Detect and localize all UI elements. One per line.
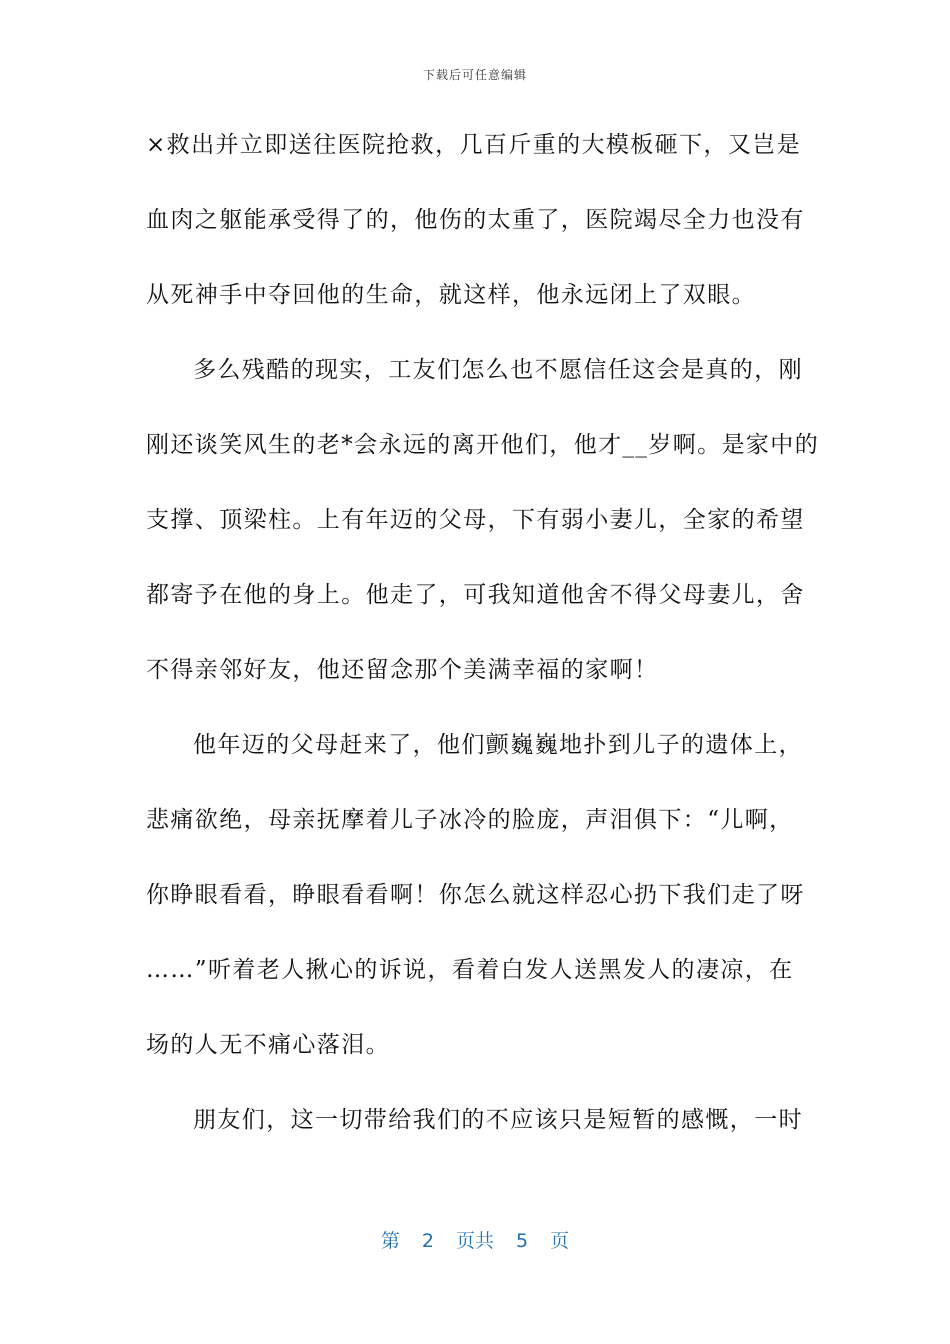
page-footer [0,1226,950,1253]
footer-middle: 页共 [455,1230,494,1252]
paragraph-start-line: 朋友们，这一切带给我们的不应该只是短暂的感慨，一时 [193,1107,803,1133]
text-line: ……”听着老人揪心的诉说，看着白发人送黑发人的凄凉，在 [146,957,794,983]
text-line: 悲痛欲绝，母亲抚摩着儿子冰冷的脸庞，声泪俱下：“儿啊， [146,807,794,833]
text-line: 你睁眼看看，睁眼看看啊！你怎么就这样忍心扔下我们走了呀 [146,882,805,908]
paragraph-start-line: 多么残酷的现实，工友们怎么也不愿信任这会是真的，刚 [193,357,803,383]
text-line: 刚还谈笑风生的老*会永远的离开他们，他才__岁啊。是家中的 [146,432,820,458]
text-line: 场的人无不痛心落泪。 [146,1032,390,1058]
text-line: 支撑、顶梁柱。上有年迈的父母，下有弱小妻儿，全家的希望 [146,507,805,533]
text-line: ×救出并立即送往医院抢救，几百斤重的大模板砸下，又岂是 [146,132,802,158]
text-line: 不得亲邻好友，他还留念那个美满幸福的家啊！ [146,657,659,683]
footer-prefix: 第 [380,1230,400,1252]
text-line: 从死神手中夺回他的生命，就这样，他永远闭上了双眼。 [146,282,756,308]
page-header: 下载后可任意编辑 [422,68,527,82]
current-page-number: 2 [421,1230,434,1252]
total-page-count: 5 [516,1230,529,1252]
text-line: 血肉之躯能承受得了的，他伤的太重了，医院竭尽全力也没有 [146,207,805,233]
text-line: 都寄予在他的身上。他走了，可我知道他舍不得父母妻儿，舍 [146,582,805,608]
paragraph-start-line: 他年迈的父母赶来了，他们颤巍巍地扑到儿子的遗体上， [193,732,803,758]
footer-suffix: 页 [550,1230,570,1252]
